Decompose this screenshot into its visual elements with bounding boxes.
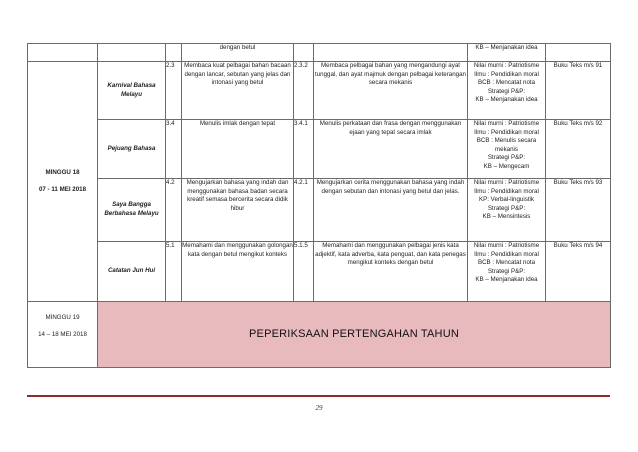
sk-text-cell: Memahami dan menggunakan golongan kata dengan betul mengikut konteks: [182, 242, 294, 302]
nilai-line: Ilmu : Pendidikan moral: [474, 70, 539, 78]
buku-cell: Buku Teks m/s 93: [546, 179, 611, 242]
sk-code-cell: 2.3: [166, 62, 182, 120]
sk-text-cell: Menulis imlak dengan tepat: [182, 120, 294, 179]
sk-text-cell: Membaca kuat pelbagai bahan bacaan dengan lancar, sebutan yang jelas dan intonasi yang betul: [182, 62, 294, 120]
sp-code-cell: 5.1.5: [294, 242, 314, 302]
nilai-line: Strategi P&P:: [487, 87, 526, 95]
tema-cell: [98, 44, 166, 62]
table-row: [28, 179, 611, 242]
nilai-line: BCB : Mencatat nota: [477, 259, 536, 267]
nilai-line: Nilai murni : Patriotisme: [473, 242, 540, 249]
nilai-line: BCB : Mencatat nota: [477, 79, 536, 87]
nilai-line: KB – Mengecam: [483, 162, 530, 170]
nilai-line: BCB : Menulis secara mekanis: [476, 137, 537, 153]
sp-text-cell: Mengujarkan cerita menggunakan bahasa yang indah dengan sebutan dan intonasi yang betul dan jelas.: [314, 179, 468, 242]
sk-code-cell: 5.1: [166, 242, 182, 302]
nilai-line: Strategi P&P:: [487, 267, 526, 275]
week-cell: [28, 44, 98, 62]
nilai-cell: [468, 120, 546, 179]
buku-cell: [546, 44, 611, 62]
week-19-cell: [28, 302, 98, 368]
exam-banner: PEPERIKSAAN PERTENGAHAN TAHUN: [98, 302, 611, 368]
sk-code-cell: [166, 44, 182, 62]
sp-text-cell: [314, 44, 468, 62]
week-label: MINGGU 19: [45, 314, 80, 321]
tema-cell: Saya Bangga Berbahasa Melayu: [98, 179, 166, 242]
sp-text-cell: Menulis perkataan dan frasa dengan menggunakan ejaan yang tepat secara imlak: [314, 120, 468, 179]
footer-rule: [27, 395, 610, 397]
sk-text-cell: dengan betul: [182, 44, 294, 62]
buku-cell: Buku Teks m/s 92: [546, 120, 611, 179]
sk-code-cell: 4.2: [166, 179, 182, 242]
lesson-plan-table: [27, 43, 611, 368]
table-row: [28, 62, 611, 120]
sp-code-cell: 2.3.2: [294, 62, 314, 120]
nilai-line: Nilai murni : Patriotisme: [473, 179, 540, 186]
sk-code-cell: 3.4: [166, 120, 182, 179]
week-dates: 07 - 11 MEI 2018: [38, 185, 87, 193]
sp-code-cell: [294, 44, 314, 62]
table-row: [28, 120, 611, 179]
sp-text-cell: Membaca pelbagai bahan yang mengandungi ayat tunggal, dan ayat majmuk dengan pelbagai keterangan secara mekanis: [314, 62, 468, 120]
nilai-cell: KB – Menjanakan idea: [468, 44, 546, 62]
nilai-line: KB – Mensintesis: [482, 213, 531, 221]
nilai-cell: [468, 62, 546, 120]
buku-cell: Buku Teks m/s 91: [546, 62, 611, 120]
tema-cell: Pejuang Bahasa: [98, 120, 166, 179]
nilai-cell: [468, 242, 546, 302]
nilai-line: Nilai murni : Patriotisme: [473, 120, 540, 127]
nilai-line: KP: Verbal-linguistik: [478, 196, 535, 204]
sp-code-cell: 4.2.1: [294, 179, 314, 242]
nilai-line: Strategi P&P:: [487, 204, 526, 212]
tema-cell: Karnival Bahasa Melayu: [98, 62, 166, 120]
table-row: [28, 44, 611, 62]
week-label: MINGGU 18: [45, 168, 80, 176]
nilai-line: KB – Menjanakan idea: [475, 276, 538, 284]
table-row: [28, 302, 611, 368]
nilai-line: Nilai murni : Patriotisme: [473, 62, 540, 69]
nilai-line: KB – Menjanakan idea: [475, 96, 538, 104]
table-row: [28, 242, 611, 302]
nilai-line: Ilmu : Pendidikan moral: [474, 128, 539, 136]
nilai-line: Ilmu : Pendidikan moral: [474, 250, 539, 258]
page-number: 29: [315, 404, 323, 412]
nilai-cell: [468, 179, 546, 242]
week-18-cell: [28, 62, 98, 302]
buku-cell: Buku Teks m/s 94: [546, 242, 611, 302]
sk-text-cell: Mengujarkan bahasa yang indah dan menggunakan bahasa badan secara kreatif semasa bercerita secara didik hibur: [182, 179, 294, 242]
week-dates: 14 – 18 MEI 2018: [38, 330, 87, 338]
nilai-line: Ilmu : Pendidikan moral: [474, 187, 539, 195]
sp-text-cell: Memahami dan menggunakan pelbagai jenis kata adjektif, kata adverba, kata penguat, dan kata penegas mengikut konteks dengan betul: [314, 242, 468, 302]
nilai-line: Strategi P&P:: [487, 154, 526, 162]
tema-cell: Catatan Jun Hui: [98, 242, 166, 302]
sp-code-cell: 3.4.1: [294, 120, 314, 179]
